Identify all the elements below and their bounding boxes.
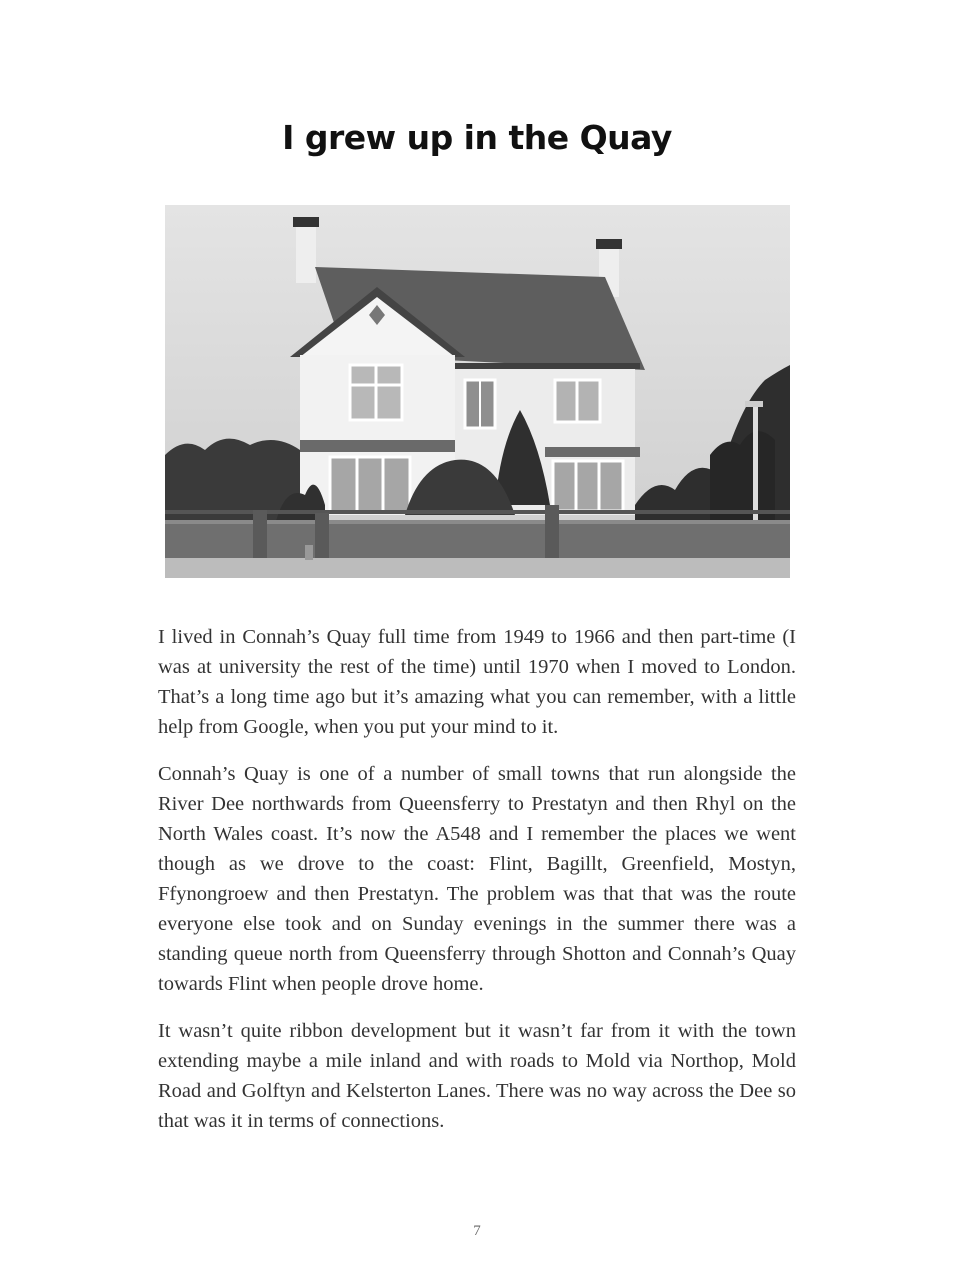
paragraph: I lived in Connah’s Quay full time from 1949 to 1966 and then part-time (I was at university the rest of the time) until 1970 when I moved to London. That’s a long time ago but it’s amazing what you can remember, with a little help from Google, when you put your mind to it.	[158, 626, 796, 738]
page-number: 7	[473, 1223, 481, 1239]
body-text	[158, 622, 796, 1153]
house-illustration	[165, 205, 790, 578]
house-photograph	[165, 205, 790, 578]
page-title: I grew up in the Quay	[282, 118, 672, 157]
paragraph: Connah’s Quay is one of a number of small towns that run alongside the River Dee northwards from Queensferry to Prestatyn and then Rhyl on the North Wales coast. It’s now the A548 and I remember the places we went though as we drove to the coast: Flint, Bagillt, Greenfield, Mostyn, Ffynongroew and then Prestatyn. The problem was that that was the route everyone else took and on Sunday evenings in the summer there was a standing queue north from Queensferry through Shotton and Connah’s Quay towards Flint when people drove home.	[158, 763, 796, 995]
paragraph: It wasn’t quite ribbon development but it wasn’t far from it with the town extending maybe a mile inland and with roads to Mold via Northop, Mold Road and Golftyn and Kelsterton Lanes. There was no way across the Dee so that was it in terms of connections.	[158, 1020, 796, 1132]
